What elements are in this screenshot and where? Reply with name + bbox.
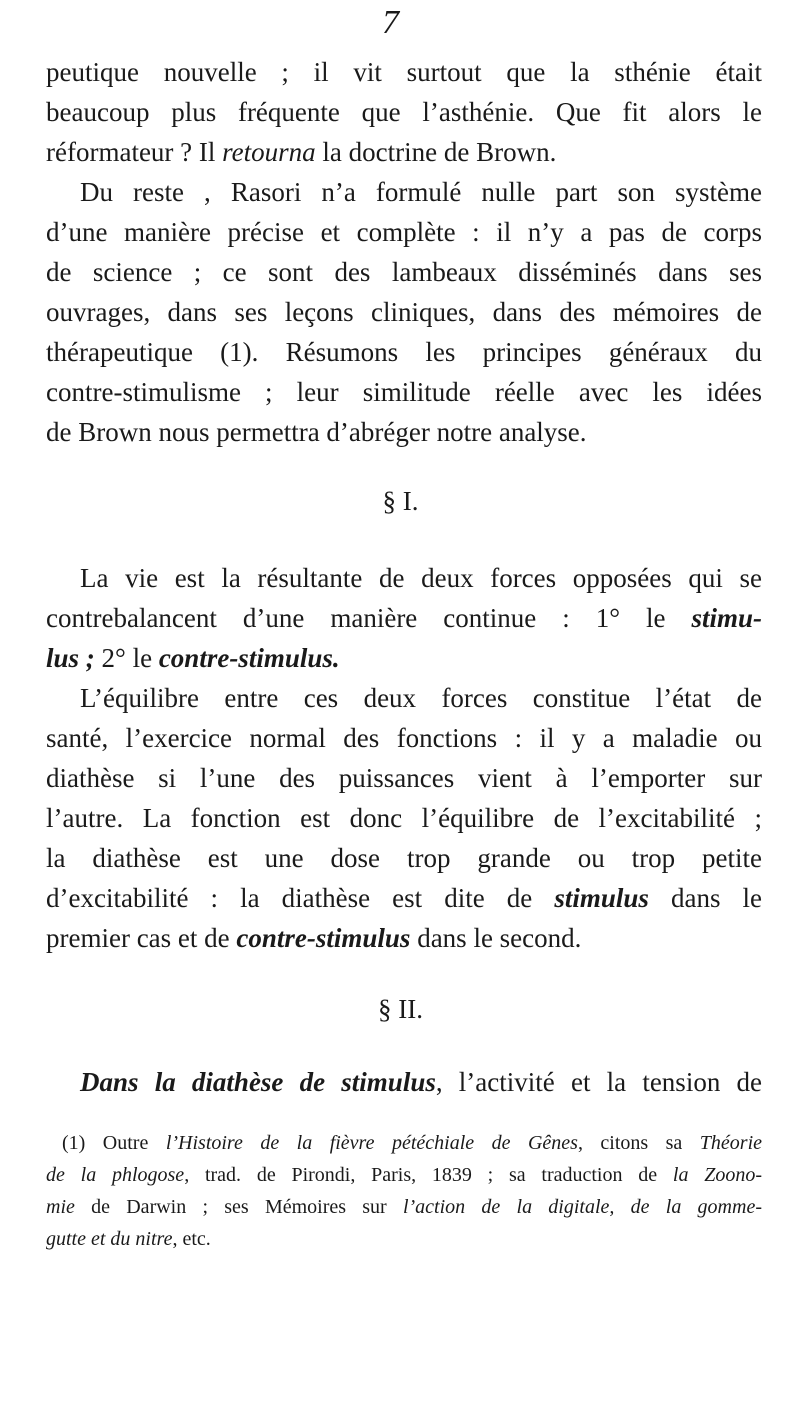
text-line: d’une manière précise et complète : il n’y a pas de corps — [46, 217, 762, 247]
text-line: diathèse si l’une des puissances vient à l’emporter sur — [46, 763, 762, 793]
italic-term: stimulus — [554, 883, 649, 913]
text-line: ouvrages, dans ses leçons cliniques, dans des mémoires de — [46, 297, 762, 327]
footnote-line: (1) Outre l’Histoire de la fièvre pétéchiale de Gênes, citons sa Théorie — [62, 1132, 763, 1154]
text-line: contre-stimulisme ; leur similitude réelle avec les idées — [46, 377, 762, 407]
text-line: de science ; ce sont des lambeaux disséminés dans ses — [46, 257, 762, 287]
text-line: l’autre. La fonction est donc l’équilibre de l’excitabilité ; — [46, 803, 762, 833]
text-line: Du reste , Rasori n’a formulé nulle part son système — [80, 177, 762, 207]
text-line: santé, l’exercice normal des fonctions : il y a maladie ou — [46, 723, 762, 753]
text-line: lus ; 2° le contre-stimulus. — [46, 643, 340, 673]
text-line: la diathèse est une dose trop grande ou trop petite — [46, 843, 762, 873]
text-line: beaucoup plus fréquente que l’asthénie. Que fit alors le — [46, 97, 762, 127]
text-line: réformateur ? Il retourna la doctrine de Brown. — [46, 137, 557, 167]
text-line: L’équilibre entre ces deux forces constitue l’état de — [80, 683, 762, 713]
text-line: thérapeutique (1). Résumons les principes généraux du — [46, 337, 762, 367]
italic-term: stimu- — [691, 603, 762, 633]
text-line: La vie est la résultante de deux forces opposées qui se — [80, 563, 762, 593]
italic-term: contre-stimulus — [236, 923, 411, 953]
page-number: 7 — [382, 4, 399, 41]
text-line: premier cas et de contre-stimulus dans le second. — [46, 923, 582, 953]
footnote-line: de la phlogose, trad. de Pirondi, Paris, 1839 ; sa traduction de la Zoono- — [46, 1164, 762, 1186]
footnote-line: mie de Darwin ; ses Mémoires sur l’action de la digitale, de la gomme- — [46, 1196, 762, 1218]
text-line: contrebalancent d’une manière continue : 1° le stimu- — [46, 603, 762, 633]
footnote-line: gutte et du nitre, etc. — [46, 1228, 211, 1250]
italic-term: retourna — [222, 137, 316, 167]
italic-term: Dans la diathèse de stimulus — [80, 1067, 436, 1097]
text-line: peutique nouvelle ; il vit surtout que la sthénie était — [46, 57, 762, 87]
text-line: Dans la diathèse de stimulus, l’activité et la tension de — [80, 1067, 762, 1097]
text-line: d’excitabilité : la diathèse est dite de stimulus dans le — [46, 883, 762, 913]
italic-term: contre-stimulus. — [158, 643, 340, 673]
text-line: de Brown nous permettra d’abréger notre analyse. — [46, 417, 587, 447]
section-heading: § II. — [378, 994, 423, 1024]
italic-term: lus ; — [46, 643, 95, 673]
section-heading: § I. — [382, 486, 419, 516]
